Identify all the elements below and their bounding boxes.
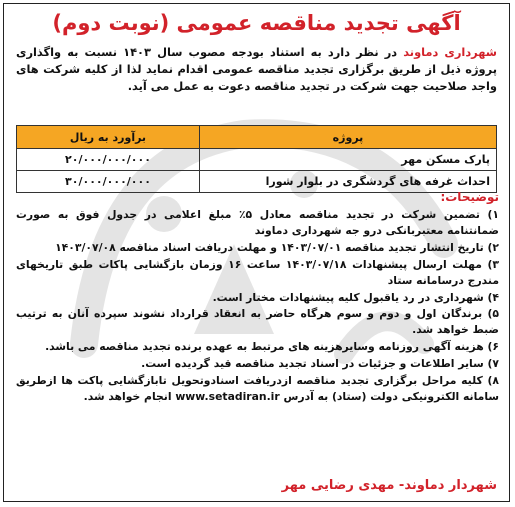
- estimate-column-header: برآورد به ریال: [17, 126, 200, 149]
- notice-title: آگهی تجدید مناقصه عمومی (نوبت دوم): [52, 11, 461, 35]
- table-row: [17, 171, 497, 193]
- table-header-row: [17, 126, 497, 149]
- note-item: ۴) شهرداری در رد یاقبول کلیه پیشنهادات مختار است.: [212, 290, 499, 304]
- project-name: احداث غرفه های گردشگری در بلوار شورا: [200, 171, 497, 193]
- table-row: [17, 149, 497, 171]
- setad-website-link[interactable]: www.setadiran.ir: [175, 389, 280, 403]
- signature-line: شهردار دماوند- مهدی رضایی مهر: [281, 478, 497, 493]
- project-amount: ۲۰/۰۰۰/۰۰۰/۰۰۰: [17, 149, 200, 171]
- note-item: ۵) برندگان اول و دوم و سوم هرگاه حاضر به انعقاد قرارداد نشوند سپرده آنان به ترتیب ضبط خواهد شد.: [16, 307, 499, 337]
- note-item: ۳) مهلت ارسال پیشنهادات ۱۴۰۳/۰۷/۱۸ ساعت ۱۶ وزمان بازگشایی پاکات طبق تاریخهای مندرج درسامانه ستاد: [16, 257, 499, 287]
- notes-list: [16, 207, 499, 405]
- note-item: [16, 373, 499, 405]
- tender-notice: [3, 3, 510, 502]
- note-item: ۱) تضمین شرکت در تجدید مناقصه معادل ۵٪ مبلغ اعلامی در جدول فوق به صورت ضمانتنامه معتبربانکی درو جه شهرداری دماوند: [16, 208, 500, 238]
- note-item: ۷) سایر اطلاعات و جزئیات در اسناد تجدید مناقصه قید گردیده است.: [141, 356, 499, 370]
- note-8-ending: انجام خواهد شد.: [83, 389, 176, 403]
- note-8-text: ۸) کلیه مراحل برگزاری تجدید مناقصه ازدریافت اسنادوتحویل تابازگشایی پاکت ها ازطریق سامانه الکترونیکی دولت (ستاد) به آدرس: [16, 373, 499, 403]
- note-item: ۶) هزینه آگهی روزنامه وسایرهزینه های مرتبط به عهده برنده تجدید مناقصه می باشد.: [45, 340, 499, 354]
- organization-name: شهرداری دماوند: [403, 45, 497, 59]
- project-amount: ۳۰/۰۰۰/۰۰۰/۰۰۰: [17, 171, 200, 193]
- projects-table: [16, 125, 497, 193]
- intro-paragraph: [16, 44, 497, 95]
- intro-text: در نظر دارد به استناد بودجه مصوب سال ۱۴۰۳ نسبت به واگذاری پروژه ذیل از طریق برگزاری تجدید مناقصه عمومی اقدام نماید لذا از کلیه شرکت های واجد صلاحیت جهت شرکت در تجدید مناقصه دعوت به عمل می آید.: [16, 45, 497, 93]
- project-column-header: پروژه: [200, 126, 497, 149]
- project-name: پارک مسکن مهر: [200, 149, 497, 171]
- note-item: ۲) تاریخ انتشار تجدید مناقصه ۱۴۰۳/۰۷/۰۱ و مهلت دریافت اسناد مناقصه ۱۴۰۳/۰۷/۰۸: [55, 240, 499, 254]
- notes-heading: توضیحات:: [440, 190, 499, 204]
